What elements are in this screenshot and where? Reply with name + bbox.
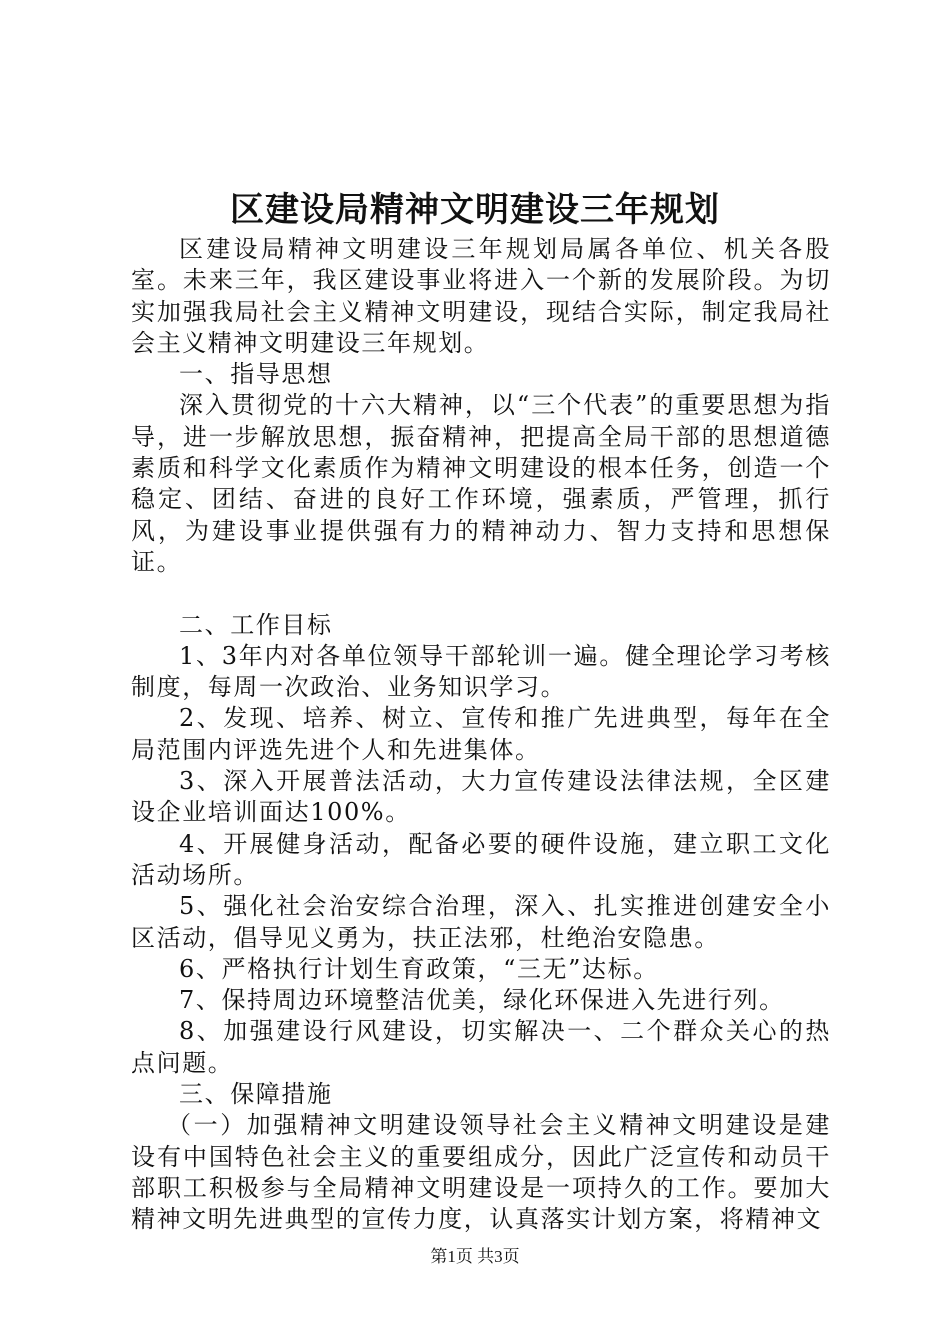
safeguard-paragraph-1: （一）加强精神文明建设领导社会主义精神文明建设是建设有中国特色社会主义的重要组成分，因此广泛宣传和动员干部职工积极参与全局精神文明建设是一项持久的工作。要加大精神文明先进典型的宣传力度，认真落实计划方案，将精神文 [131,1111,831,1234]
goal-item-5: 5、强化社会治安综合治理，深入、扎实推进创建安全小区活动，倡导见义勇为，扶正法邪，杜绝治安隐患。 [131,892,831,952]
page-indicator: 第1页 共3页 [430,1247,520,1266]
goal-item-1: 1、3年内对各单位领导干部轮训一遍。健全理论学习考核制度，每周一次政治、业务知识学习。 [131,641,831,702]
guiding-ideology-paragraph: 深入贯彻党的十六大精神，以“三个代表”的重要思想为指导，进一步解放思想，振奋精神，把提高全局干部的思想道德素质和科学文化素质作为精神文明建设的根本任务，创造一个稳定、团结、奋进的良好工作环境，强素质，严管理，抓行风，为建设事业提供强有力的精神动力、智力支持和思想保证。 [131,391,831,576]
blank-line [131,578,831,609]
intro-paragraph: 区建设局精神文明建设三年规划局属各单位、机关各股室。未来三年，我区建设事业将进入一个新的发展阶段。为切实加强我局社会主义精神文明建设，现结合实际，制定我局社会主义精神文明建设三年规划。 [131,235,831,357]
section-heading-guiding-ideology: 一、指导思想 [179,360,333,389]
document-body [131,234,831,1236]
section-heading-work-goals: 二、工作目标 [179,610,333,639]
goal-item-8: 8、加强建设行风建设，切实解决一、二个群众关心的热点问题。 [131,1017,831,1077]
goal-item-6: 6、严格执行计划生育政策，“三无”达标。 [179,954,659,983]
goal-item-4: 4、开展健身活动，配备必要的硬件设施，建立职工文化活动场所。 [131,829,831,889]
goal-item-2: 2、发现、培养、树立、宣传和推广先进典型，每年在全局范围内评选先进个人和先进集体。 [131,704,831,764]
goal-item-7: 7、保持周边环境整洁优美，绿化环保进入先进行列。 [179,986,785,1015]
document-title: 区建设局精神文明建设三年规划 [230,190,720,230]
goal-item-3: 3、深入开展普法活动，大力宣传建设法律法规，全区建设企业培训面达100%。 [131,767,831,827]
section-heading-safeguards: 三、保障措施 [179,1080,333,1109]
